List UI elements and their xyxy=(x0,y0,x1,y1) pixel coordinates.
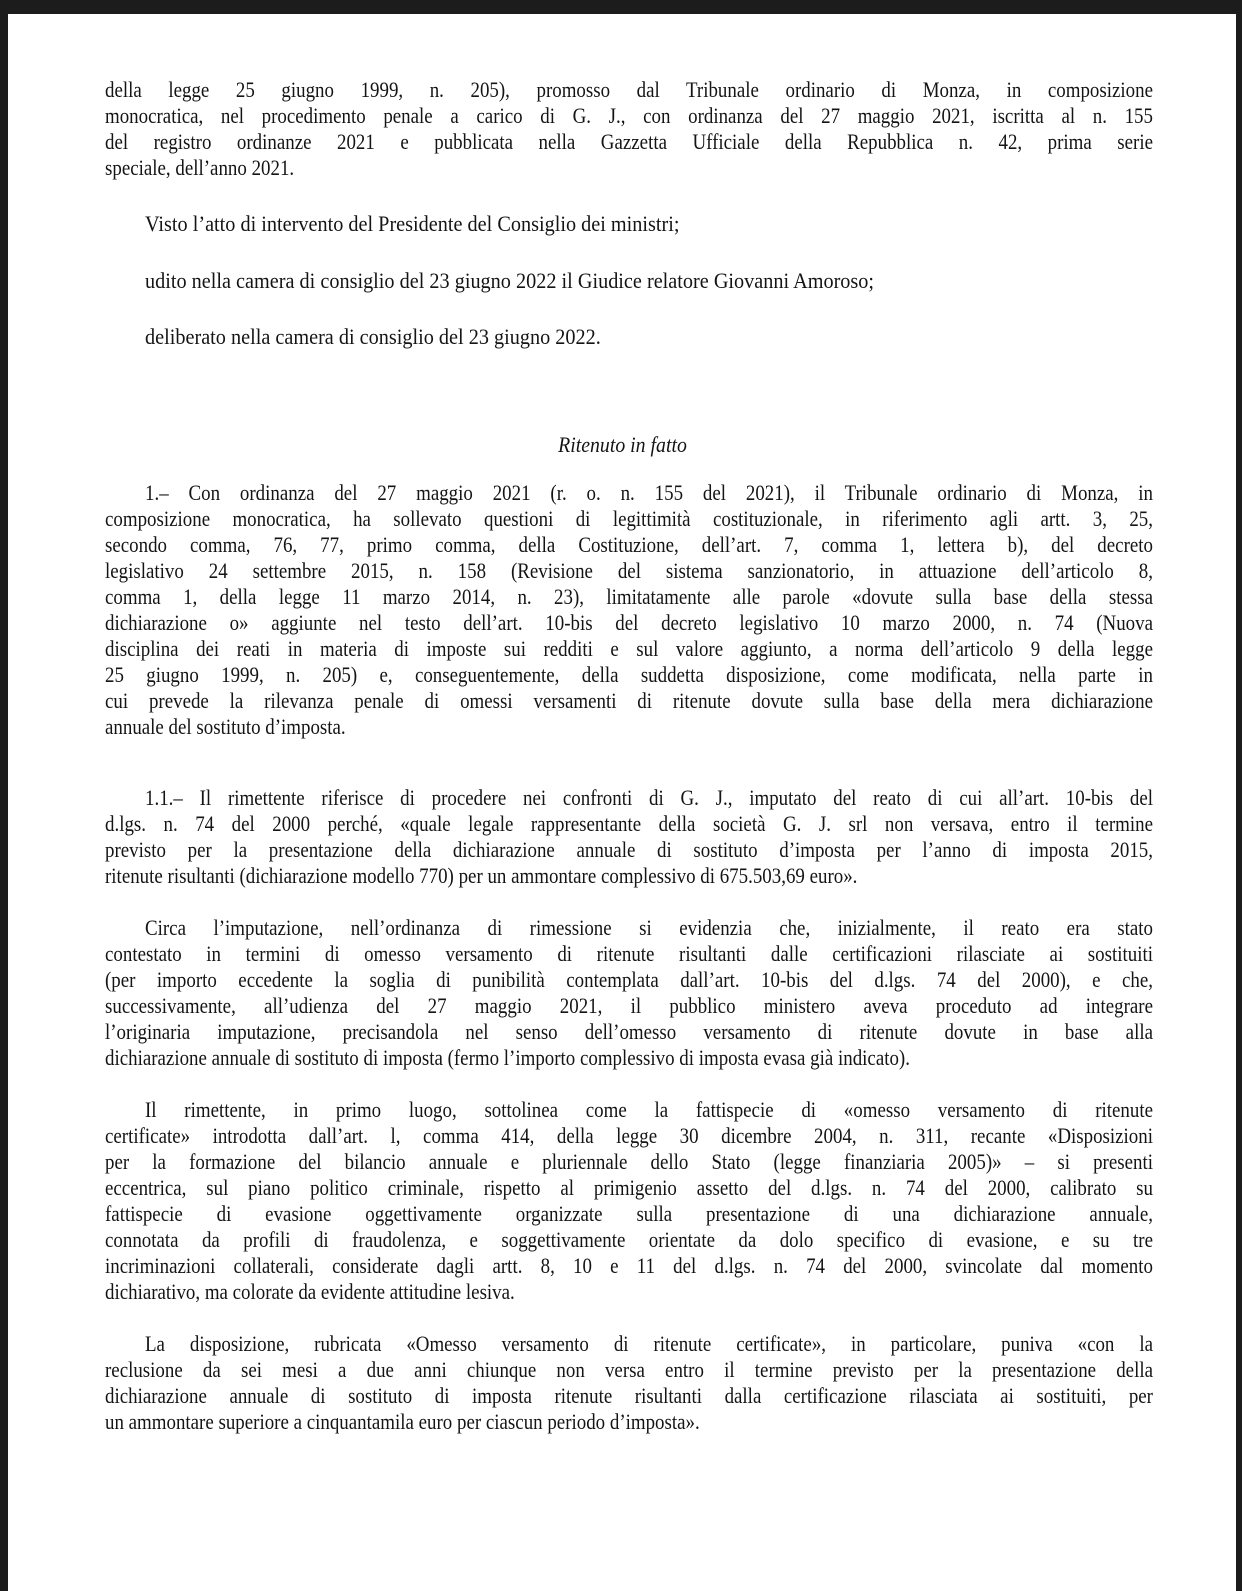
text-line: successivamente, all’udienza del 27 maggio 2021, il pubblico ministero aveva proceduto ad integrare xyxy=(105,993,1153,1018)
text-line: speciale, dell’anno 2021. xyxy=(105,155,295,180)
paragraph-1-1 xyxy=(105,785,1153,889)
text-line: 1.– Con ordinanza del 27 maggio 2021 (r. o. n. 155 del 2021), il Tribunale ordinario di Monza, in xyxy=(145,480,1153,505)
text-line: (per importo eccedente la soglia di punibilità contemplata dall’art. 10-bis del d.lgs. 74 del 2000), e che, xyxy=(105,967,1153,992)
text-line: legislativo 24 settembre 2015, n. 158 (Revisione del sistema sanzionatorio, in attuazione dell’articolo 8, xyxy=(105,558,1153,583)
text-line: incriminazioni collaterali, considerate dagli artt. 8, 10 e 11 del d.lgs. n. 74 del 2000, svincolate dal momento xyxy=(105,1253,1153,1278)
deliberato-line: deliberato nella camera di consiglio del 23 giugno 2022. xyxy=(145,324,601,349)
text-line: connotata da profili di fraudolenza, e soggettivamente orientate da dolo specifico di evasione, e su tre xyxy=(105,1227,1153,1252)
intro-paragraph xyxy=(105,77,1153,181)
section-heading: Ritenuto in fatto xyxy=(557,432,687,457)
text-line: Circa l’imputazione, nell’ordinanza di rimessione si evidenzia che, inizialmente, il reato era stato xyxy=(145,915,1153,940)
text-line: dichiarazione annuale di sostituto di imposta ritenute risultanti dalla certificazione rilasciata ai sostituiti, per xyxy=(105,1383,1153,1408)
visto-line: Visto l’atto di intervento del Presidente del Consiglio dei ministri; xyxy=(145,211,680,236)
paragraph-imputazione xyxy=(105,915,1153,1071)
text-line: La disposizione, rubricata «Omesso versamento di ritenute certificate», in particolare, puniva «con la xyxy=(145,1331,1153,1356)
text-line: 1.1.– Il rimettente riferisce di procedere nei confronti di G. J., imputato del reato di cui all’art. 10-bis del xyxy=(145,785,1153,810)
text-line: eccentrica, sul piano politico criminale, rispetto al primigenio assetto del d.lgs. n. 74 del 2000, calibrato su xyxy=(105,1175,1153,1200)
document-page xyxy=(8,14,1236,1591)
text-line: previsto per la presentazione della dichiarazione annuale di sostituto d’imposta per l’anno di imposta 2015, xyxy=(105,837,1153,862)
text-line: comma 1, della legge 11 marzo 2014, n. 23), limitatamente alle parole «dovute sulla base della stessa xyxy=(105,584,1153,609)
paragraph-1 xyxy=(105,480,1153,740)
text-line: d.lgs. n. 74 del 2000 perché, «quale legale rappresentante della società G. J. srl non versava, entro il termine xyxy=(105,811,1153,836)
text-line: del registro ordinanze 2021 e pubblicata nella Gazzetta Ufficiale della Repubblica n. 42, prima serie xyxy=(105,129,1153,154)
text-line: composizione monocratica, ha sollevato questioni di legittimità costituzionale, in riferimento agli artt. 3, 25, xyxy=(105,506,1153,531)
text-line: dichiarazione o» aggiunte nel testo dell’art. 10-bis del decreto legislativo 10 marzo 2000, n. 74 (Nuova xyxy=(105,610,1153,635)
text-line: della legge 25 giugno 1999, n. 205), promosso dal Tribunale ordinario di Monza, in composizione xyxy=(105,77,1153,102)
text-line: l’originaria imputazione, precisandola nel senso dell’omesso versamento di ritenute dovute in base alla xyxy=(105,1019,1153,1044)
text-line: reclusione da sei mesi a due anni chiunque non versa entro il termine previsto per la presentazione della xyxy=(105,1357,1153,1382)
text-line: dichiarativo, ma colorate da evidente attitudine lesiva. xyxy=(105,1279,515,1304)
text-line: annuale del sostituto d’imposta. xyxy=(105,714,346,739)
text-line: per la formazione del bilancio annuale e pluriennale dello Stato (legge finanziaria 2005)» – si presenti xyxy=(105,1149,1153,1174)
text-line: Il rimettente, in primo luogo, sottolinea come la fattispecie di «omesso versamento di ritenute xyxy=(145,1097,1153,1122)
paragraph-disposizione xyxy=(105,1331,1153,1435)
paragraph-rimettente xyxy=(105,1097,1153,1305)
text-line: ritenute risultanti (dichiarazione modello 770) per un ammontare complessivo di 675.503,69 euro». xyxy=(105,863,858,888)
udito-line: udito nella camera di consiglio del 23 giugno 2022 il Giudice relatore Giovanni Amoroso; xyxy=(145,268,875,293)
text-line: un ammontare superiore a cinquantamila euro per ciascun periodo d’imposta». xyxy=(105,1409,700,1434)
text-line: disciplina dei reati in materia di imposte sui redditi e sul valore aggiunto, a norma dell’articolo 9 della legge xyxy=(105,636,1153,661)
text-line: secondo comma, 76, 77, primo comma, della Costituzione, dell’art. 7, comma 1, lettera b), del decreto xyxy=(105,532,1153,557)
text-line: cui prevede la rilevanza penale di omessi versamenti di ritenute dovute sulla base della mera dichiarazione xyxy=(105,688,1153,713)
text-line: 25 giugno 1999, n. 205) e, conseguentemente, della suddetta disposizione, come modificata, nella parte in xyxy=(105,662,1153,687)
text-line: dichiarazione annuale di sostituto di imposta (fermo l’importo complessivo di imposta evasa già indicato). xyxy=(105,1045,910,1070)
text-line: contestato in termini di omesso versamento di ritenute risultanti dalle certificazioni rilasciate ai sostituiti xyxy=(105,941,1153,966)
text-line: fattispecie di evasione oggettivamente organizzate sulla presentazione di una dichiarazione annuale, xyxy=(105,1201,1153,1226)
text-line: certificate» introdotta dall’art. l, comma 414, della legge 30 dicembre 2004, n. 311, recante «Disposizioni xyxy=(105,1123,1153,1148)
text-line: monocratica, nel procedimento penale a carico di G. J., con ordinanza del 27 maggio 2021, iscritta al n. 155 xyxy=(105,103,1153,128)
